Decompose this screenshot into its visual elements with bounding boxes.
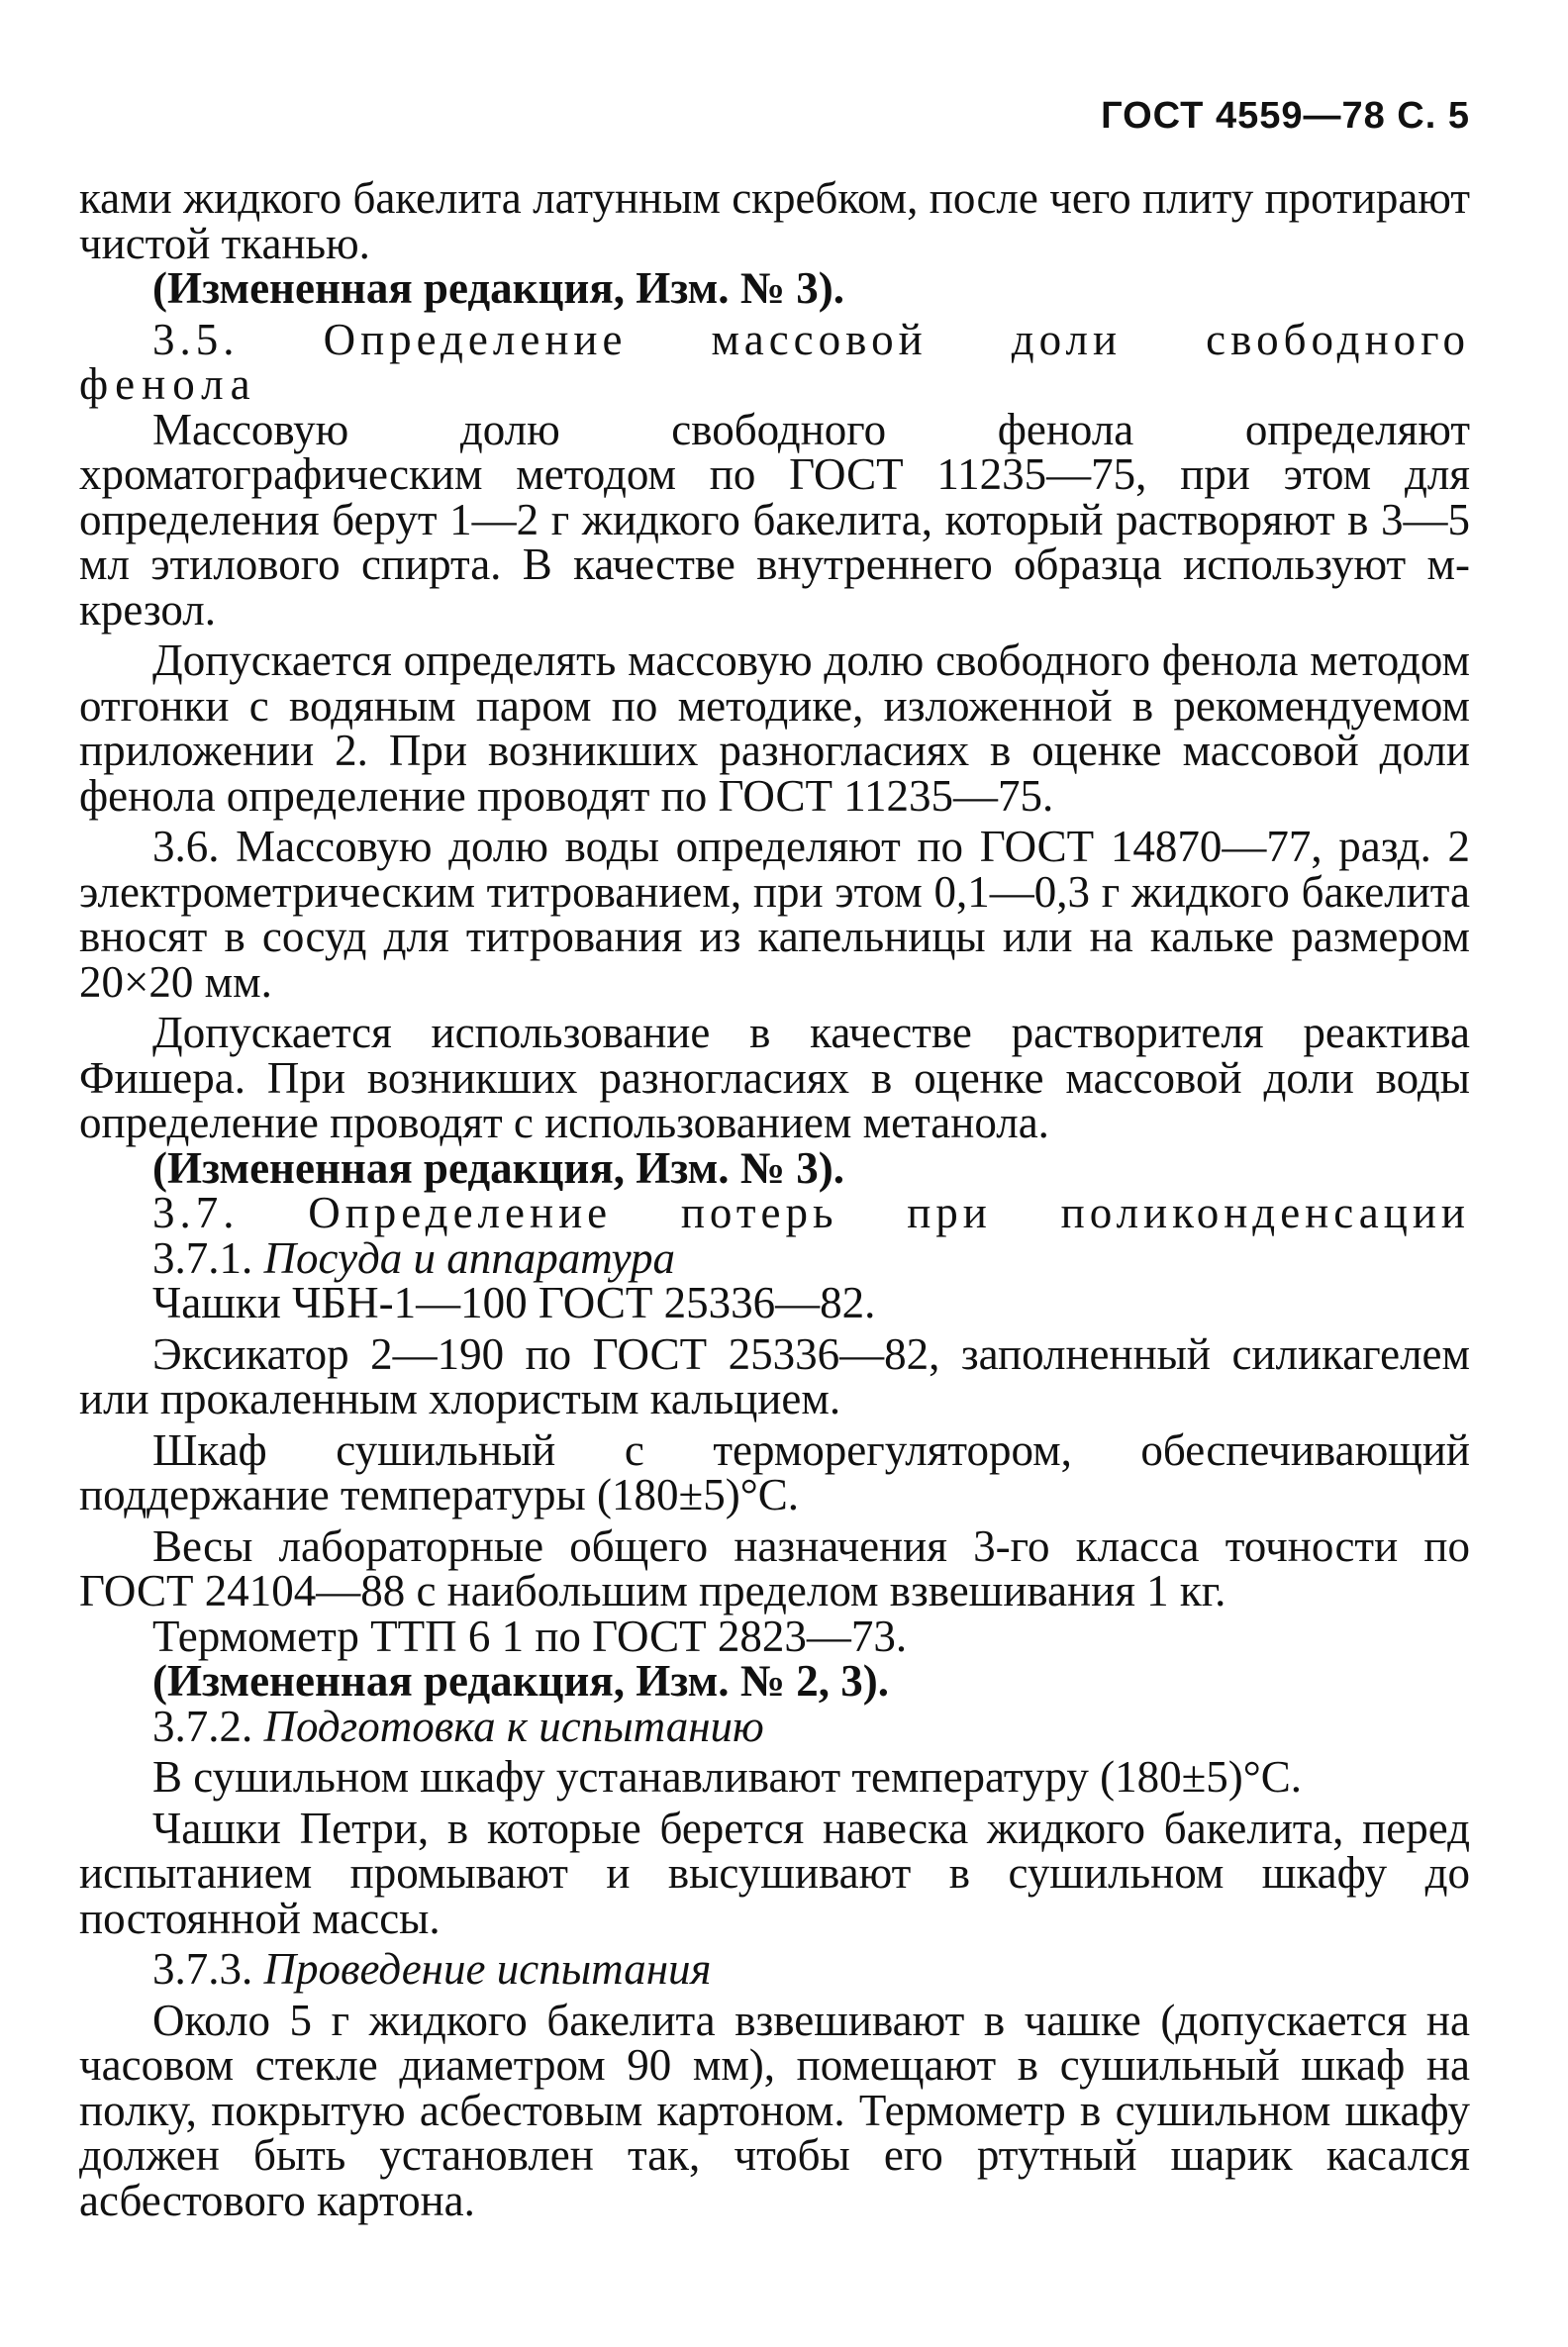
section-3-7-1-heading	[79, 1232, 1470, 1283]
page-header: ГОСТ 4559—78 С. 5	[1101, 95, 1470, 137]
paragraph-phenol-method: Массовую долю свободного фенола определяют хроматографическим методом по ГОСТ 11235—75, при этом для определения берут 1—2 г жидкого бакелита, который растворяют в 3—5 мл этилового спирта. В качестве внутреннего образца используют м-крезол.	[79, 404, 1470, 635]
equipment-dishes: Чашки ЧБН-1—100 ГОСТ 25336—82.	[152, 1278, 876, 1327]
equipment-oven: Шкаф сушильный с терморегулятором, обеспечивающий поддержание температуры (180±5)°С.	[79, 1424, 1470, 1519]
test-procedure: Около 5 г жидкого бакелита взвешивают в чашке (допускается на часовом стекле диаметром 90 мм), помещают в сушильный шкаф на полку, покрытую асбестовым картоном. Термометр в сушильном шкафу должен быть установлен так, чтобы его ртутный шарик касался асбестового картона.	[79, 1995, 1470, 2225]
equipment-desiccator: Эксикатор 2—190 по ГОСТ 25336—82, заполненный силикагелем или прокаленным хлористым кальцием.	[79, 1328, 1470, 1423]
section-3-5-title: 3.5. Определение массовой доли свободного	[152, 314, 1470, 364]
paragraph-phenol-alternative: Допускается определять массовую долю свободного фенола методом отгонки с водяным паром по методике, изложенной в рекомендуемом приложении 2. При возникших разногласиях в оценке массовой доли фенола определение проводят по ГОСТ 11235—75.	[79, 636, 1470, 821]
section-3-7-3-number: 3.7.3.	[152, 1944, 253, 1994]
section-3-7-2-number: 3.7.2.	[152, 1701, 253, 1751]
equipment-thermometer: Термометр ТТП 6 1 по ГОСТ 2823—73.	[152, 1611, 908, 1661]
section-3-6-water: 3.6. Массовую долю воды определяют по ГОСТ 14870—77, разд. 2 электрометрическим титрованием, при этом 0,1—0,3 г жидкого бакелита вносят в сосуд для титрования из капельницы или на кальке размером 20×20 мм.	[79, 822, 1470, 1007]
section-3-7-3-heading	[79, 1944, 1470, 1994]
section-3-7-2-title: Подготовка к испытанию	[263, 1701, 764, 1751]
document-body	[79, 173, 1470, 2225]
paragraph-scraper: ками жидкого бакелита латунным скребком, после чего плиту протирают чистой тканью.	[79, 173, 1470, 268]
amendment-note-3: (Измененная редакция, Изм. № 2, 3).	[152, 1656, 890, 1706]
section-3-7-3-title: Проведение испытания	[263, 1944, 712, 1994]
preparation-temperature: В сушильном шкафу устанавливают температуру (180±5)°С.	[152, 1752, 1303, 1802]
section-3-7-title: 3.7. Определение потерь при поликонденсации	[152, 1188, 1470, 1237]
document-page	[79, 0, 1470, 2347]
amendment-note-2: (Измененная редакция, Изм. № 3).	[152, 1142, 845, 1193]
section-3-7-1-title: Посуда и аппаратура	[263, 1232, 676, 1283]
paragraph-water-reagent: Допускается использование в качестве растворителя реактива Фишера. При возникших разногласиях в оценке массовой доли воды определение проводят с использованием метанола.	[79, 1008, 1470, 1147]
preparation-petri-dishes: Чашки Петри, в которые берется навеска жидкого бакелита, перед испытанием промывают и высушивают в сушильном шкафу до постоянной массы.	[79, 1803, 1470, 1943]
section-3-7-2-heading	[79, 1701, 1470, 1751]
equipment-scales: Весы лабораторные общего назначения 3-го класса точности по ГОСТ 24104—88 с наибольшим пределом взвешивания 1 кг.	[79, 1520, 1470, 1615]
section-3-5-title-cont: фенола	[79, 359, 257, 409]
amendment-note-1: (Измененная редакция, Изм. № 3).	[152, 263, 845, 313]
section-3-7-1-number: 3.7.1.	[152, 1232, 253, 1283]
